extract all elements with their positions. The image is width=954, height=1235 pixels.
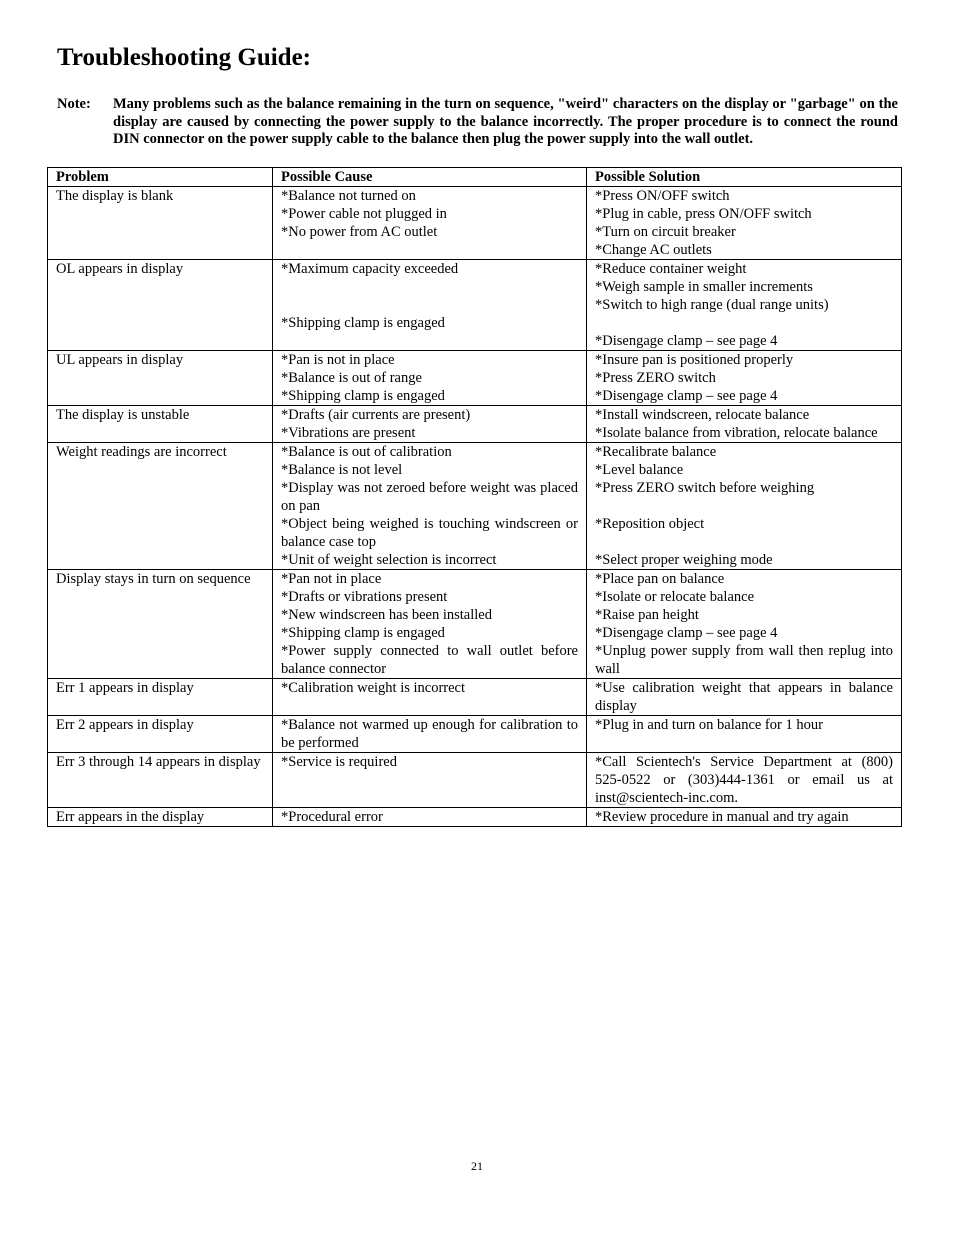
solution-line: *Review procedure in manual and try again: [595, 809, 849, 825]
table-row: [48, 679, 902, 716]
solution-line: *Select proper weighing mode: [595, 552, 773, 568]
cause-line: *Shipping clamp is engaged: [281, 388, 445, 404]
solution-cell: [587, 351, 902, 406]
solution-line: *Press ZERO switch: [595, 370, 716, 386]
cause-cell: [273, 716, 587, 753]
solution-line: [595, 533, 893, 551]
solution-line: *Press ZERO switch before weighing: [595, 480, 815, 496]
problem-cell: Err 3 through 14 appears in display: [48, 753, 273, 808]
cause-line: *Calibration weight is incorrect: [281, 680, 466, 696]
solution-line: *Raise pan height: [595, 607, 699, 623]
solution-line: *Call Scientech's Service Department at (800) 525-0522 or (303)444-1361 or email us at inst@scientech-inc.com.: [595, 754, 893, 806]
cause-line: *No power from AC outlet: [281, 224, 438, 240]
problem-cell: Display stays in turn on sequence: [48, 570, 273, 679]
note-block: [57, 96, 898, 149]
solution-line: *Turn on circuit breaker: [595, 224, 736, 240]
cause-line: *Shipping clamp is engaged: [281, 315, 445, 331]
cause-line: *Vibrations are present: [281, 425, 416, 441]
cause-line: *New windscreen has been installed: [281, 607, 492, 623]
table-row: [48, 716, 902, 753]
solution-line: *Recalibrate balance: [595, 444, 717, 460]
header-problem: Problem: [48, 168, 273, 187]
solution-cell: [587, 679, 902, 716]
note-label: Note:: [57, 96, 91, 112]
cause-line: *Display was not zeroed before weight was placed on pan: [281, 480, 578, 514]
solution-cell: [587, 753, 902, 808]
solution-line: *Disengage clamp – see page 4: [595, 388, 778, 404]
cause-line: *Maximum capacity exceeded: [281, 261, 459, 277]
cause-line: *Unit of weight selection is incorrect: [281, 552, 497, 568]
solution-line: *Isolate balance from vibration, relocate balance: [595, 425, 878, 441]
problem-cell: Err appears in the display: [48, 808, 273, 827]
solution-cell: [587, 406, 902, 443]
cause-line: *Drafts (air currents are present): [281, 407, 471, 423]
page-title: Troubleshooting Guide:: [57, 44, 311, 71]
cause-line: [281, 278, 578, 296]
cause-cell: [273, 187, 587, 260]
cause-cell: [273, 406, 587, 443]
solution-line: *Press ON/OFF switch: [595, 188, 730, 204]
solution-line: *Switch to high range (dual range units): [595, 297, 829, 313]
solution-line: *Isolate or relocate balance: [595, 589, 755, 605]
solution-line: *Reposition object: [595, 516, 705, 532]
cause-line: *Power cable not plugged in: [281, 206, 447, 222]
cause-line: *Drafts or vibrations present: [281, 589, 448, 605]
cause-line: *Shipping clamp is engaged: [281, 625, 445, 641]
cause-line: *Balance not turned on: [281, 188, 416, 204]
header-solution: Possible Solution: [587, 168, 902, 187]
solution-cell: [587, 443, 902, 570]
cause-line: *Balance is out of range: [281, 370, 422, 386]
note-text: Many problems such as the balance remaining in the turn on sequence, "weird" characters on the display or "garbage" on the display are caused by connecting the power supply to the balance incorrectly. The proper procedure is to connect the round DIN connector on the power supply cable to the balance then plug the power supply into the wall outlet.: [113, 96, 898, 148]
table-row: [48, 187, 902, 260]
cause-line: [281, 296, 578, 314]
cause-cell: [273, 260, 587, 351]
cause-line: *Object being weighed is touching windscreen or balance case top: [281, 516, 578, 550]
cause-line: *Balance not warmed up enough for calibration to be performed: [281, 717, 578, 751]
cause-cell: [273, 351, 587, 406]
solution-line: *Insure pan is positioned properly: [595, 352, 794, 368]
table-row: [48, 753, 902, 808]
cause-cell: [273, 570, 587, 679]
problem-cell: OL appears in display: [48, 260, 273, 351]
cause-line: *Balance is out of calibration: [281, 444, 452, 460]
solution-line: *Plug in and turn on balance for 1 hour: [595, 717, 823, 733]
solution-line: *Level balance: [595, 462, 684, 478]
table-row: [48, 808, 902, 827]
solution-line: *Install windscreen, relocate balance: [595, 407, 810, 423]
problem-cell: Err 2 appears in display: [48, 716, 273, 753]
table-body: [48, 187, 902, 827]
cause-line: *Power supply connected to wall outlet before balance connector: [281, 643, 578, 677]
solution-line: *Plug in cable, press ON/OFF switch: [595, 206, 812, 222]
solution-line: *Use calibration weight that appears in balance display: [595, 680, 893, 714]
problem-cell: The display is unstable: [48, 406, 273, 443]
solution-line: *Weigh sample in smaller increments: [595, 279, 813, 295]
cause-line: *Pan not in place: [281, 571, 382, 587]
problem-cell: The display is blank: [48, 187, 273, 260]
cause-line: *Procedural error: [281, 809, 383, 825]
table-row: [48, 570, 902, 679]
cause-line: *Balance is not level: [281, 462, 403, 478]
page-number: 21: [471, 1159, 483, 1173]
solution-line: *Unplug power supply from wall then replug into wall: [595, 643, 893, 677]
solution-cell: [587, 260, 902, 351]
solution-cell: [587, 808, 902, 827]
solution-line: [595, 497, 893, 515]
solution-line: [595, 314, 893, 332]
solution-line: *Place pan on balance: [595, 571, 725, 587]
solution-cell: [587, 187, 902, 260]
problem-cell: Weight readings are incorrect: [48, 443, 273, 570]
table-row: [48, 351, 902, 406]
solution-line: *Disengage clamp – see page 4: [595, 625, 778, 641]
solution-cell: [587, 570, 902, 679]
cause-cell: [273, 753, 587, 808]
cause-cell: [273, 808, 587, 827]
cause-cell: [273, 443, 587, 570]
solution-line: *Reduce container weight: [595, 261, 747, 277]
header-cause: Possible Cause: [273, 168, 587, 187]
table-row: [48, 443, 902, 570]
cause-line: *Service is required: [281, 754, 397, 770]
solution-line: *Change AC outlets: [595, 242, 712, 258]
table-row: [48, 260, 902, 351]
troubleshooting-table: [47, 167, 902, 827]
problem-cell: Err 1 appears in display: [48, 679, 273, 716]
cause-cell: [273, 679, 587, 716]
cause-line: *Pan is not in place: [281, 352, 395, 368]
problem-cell: UL appears in display: [48, 351, 273, 406]
table-header-row: [48, 168, 902, 187]
solution-line: *Disengage clamp – see page 4: [595, 333, 778, 349]
table-row: [48, 406, 902, 443]
solution-cell: [587, 716, 902, 753]
